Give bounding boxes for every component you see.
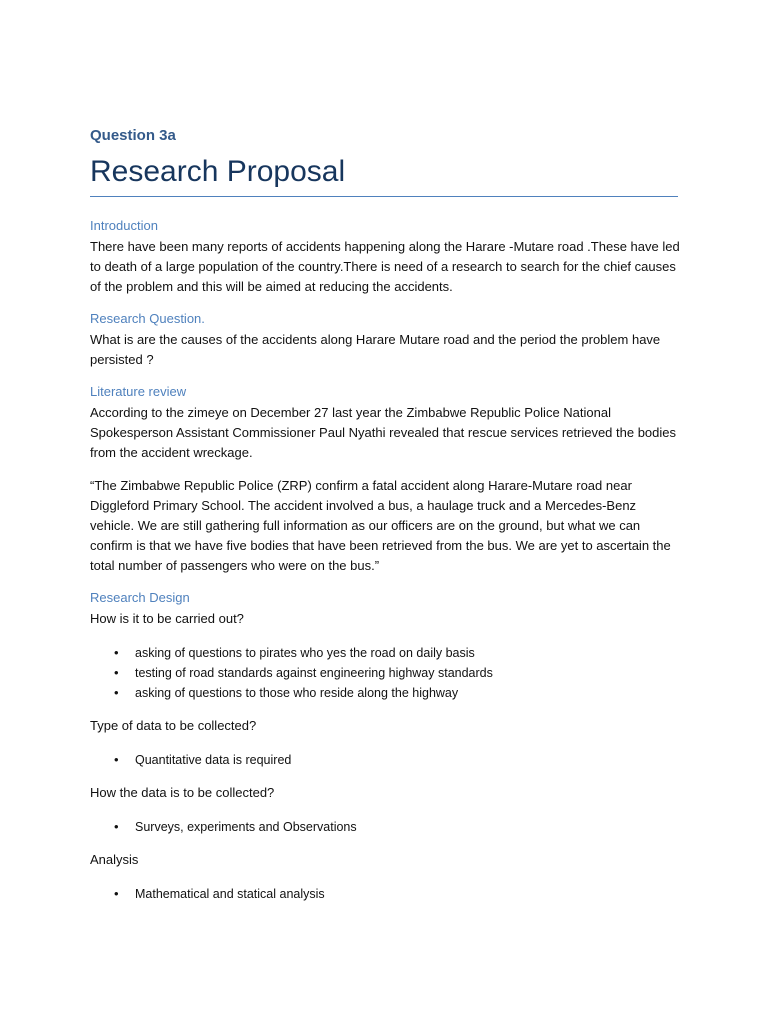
document-title: Research Proposal [90,155,346,188]
list-item [90,817,680,837]
research-design-section [90,589,680,904]
introduction-text: There have been many reports of accidents happening along the Harare -Mutare road .These have led to death of a large population of the country.There is need of a research to search for the chief causes of the problem and this will be aimed at reducing the accidents. [90,239,680,294]
literature-review-paragraph: According to the zimeye on December 27 last year the Zimbabwe Republic Police National Spokesperson Assistant Commissioner Paul Nyathi revealed that rescue services retrieved the bodies from the accident wreckage. [90,405,677,460]
list-item-text: Surveys, experiments and Observations [135,820,357,834]
list-item [90,643,680,663]
bullet-icon: • [114,886,119,901]
literature-review-quote: “The Zimbabwe Republic Police (ZRP) confirm a fatal accident along Harare-Mutare road near Diggleford Primary School. The accident involved a bus, a haulage truck and a Mercedes-Benz vehicle. We are still gathering full information as our officers are on the ground, but what we can confirm is that we have five bodies that have been retrieved from the bus. We are yet to ascertain the total number of passengers who were on the bus.” [90,478,671,573]
analysis-label: Analysis [90,852,139,867]
introduction-heading: Introduction [90,218,158,233]
list-item-text: asking of questions to those who reside along the highway [135,686,459,700]
bullet-icon: • [114,819,119,834]
list-item-text: Quantitative data is required [135,753,292,767]
literature-review-heading: Literature review [90,384,187,399]
list-item-text: Mathematical and statical analysis [135,887,325,901]
list-item [90,663,680,683]
research-design-heading: Research Design [90,590,190,605]
analysis-list [90,884,680,904]
research-question-section [90,310,680,370]
bullet-icon: • [114,752,119,767]
literature-review-section [90,383,680,576]
data-collection-label: How the data is to be collected? [90,785,275,800]
list-item [90,884,680,904]
title-divider [90,196,678,197]
data-type-list [90,750,680,770]
list-item [90,683,680,703]
bullet-icon: • [114,665,119,680]
list-item-text: asking of questions to pirates who yes the road on daily basis [135,646,475,660]
how-carried-out-label: How is it to be carried out? [90,611,244,626]
list-item [90,750,680,770]
list-item-text: testing of road standards against engineering highway standards [135,666,493,680]
bullet-icon: • [114,685,119,700]
document-body [90,126,680,904]
research-question-text: What is are the causes of the accidents along Harare Mutare road and the period the problem have persisted ? [90,332,661,367]
data-type-label: Type of data to be collected? [90,718,257,733]
how-carried-out-list [90,643,680,703]
bullet-icon: • [114,645,119,660]
question-label: Question 3a [90,127,176,144]
research-question-heading: Research Question. [90,311,205,326]
introduction-section [90,217,680,297]
data-collection-list [90,817,680,837]
